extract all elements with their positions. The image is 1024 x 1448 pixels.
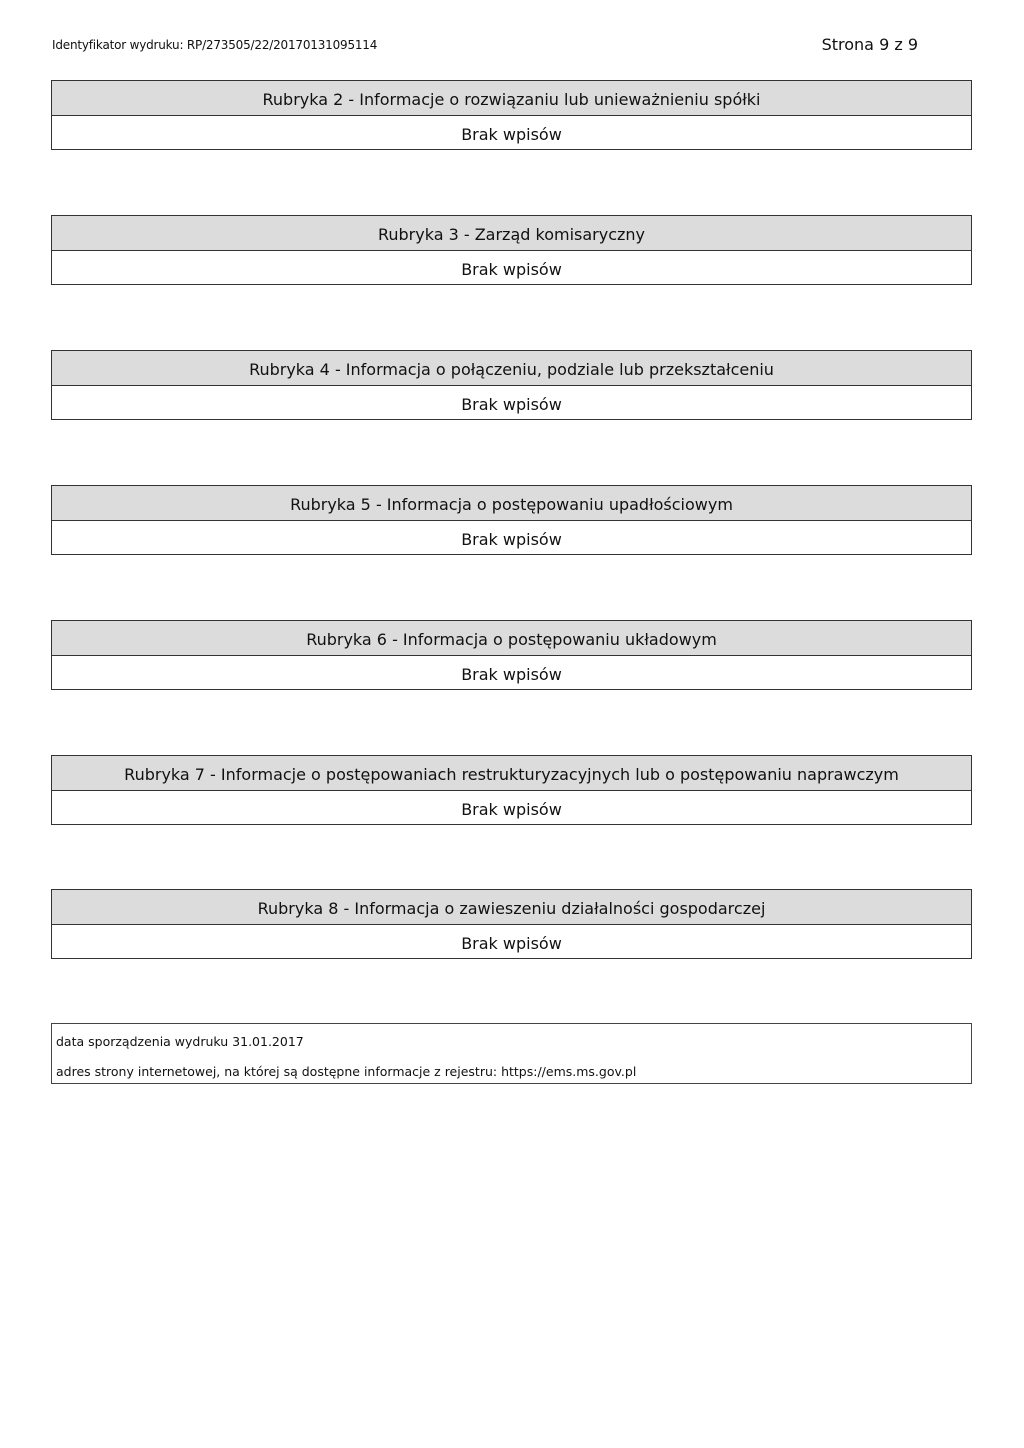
website-info: adres strony internetowej, na której są dostępne informacje z rejestru: https://ems.ms.gov.pl	[56, 1064, 637, 1079]
section-rubryka-5	[51, 485, 972, 555]
section-title: Rubryka 5 - Informacja o postępowaniu upadłościowym	[52, 486, 971, 521]
section-rubryka-3	[51, 215, 972, 285]
section-content: Brak wpisów	[52, 116, 971, 149]
section-title: Rubryka 4 - Informacja o połączeniu, podziale lub przekształceniu	[52, 351, 971, 386]
section-content: Brak wpisów	[52, 521, 971, 554]
print-date: data sporządzenia wydruku 31.01.2017	[56, 1034, 304, 1049]
section-title: Rubryka 6 - Informacja o postępowaniu układowym	[52, 621, 971, 656]
section-rubryka-8	[51, 889, 972, 959]
section-content: Brak wpisów	[52, 386, 971, 419]
section-content: Brak wpisów	[52, 251, 971, 284]
page-number: Strona 9 z 9	[821, 35, 918, 54]
section-rubryka-6	[51, 620, 972, 690]
section-title: Rubryka 8 - Informacja o zawieszeniu działalności gospodarczej	[52, 890, 971, 925]
section-rubryka-7	[51, 755, 972, 825]
section-rubryka-4	[51, 350, 972, 420]
section-title: Rubryka 3 - Zarząd komisaryczny	[52, 216, 971, 251]
section-content: Brak wpisów	[52, 656, 971, 689]
section-title: Rubryka 2 - Informacje o rozwiązaniu lub unieważnieniu spółki	[52, 81, 971, 116]
section-content: Brak wpisów	[52, 791, 971, 824]
footer-box	[51, 1023, 972, 1084]
section-title: Rubryka 7 - Informacje o postępowaniach restrukturyzacyjnych lub o postępowaniu naprawczym	[52, 756, 971, 791]
section-content: Brak wpisów	[52, 925, 971, 958]
section-rubryka-2	[51, 80, 972, 150]
page-id: Identyfikator wydruku: RP/273505/22/20170131095114	[52, 38, 378, 52]
